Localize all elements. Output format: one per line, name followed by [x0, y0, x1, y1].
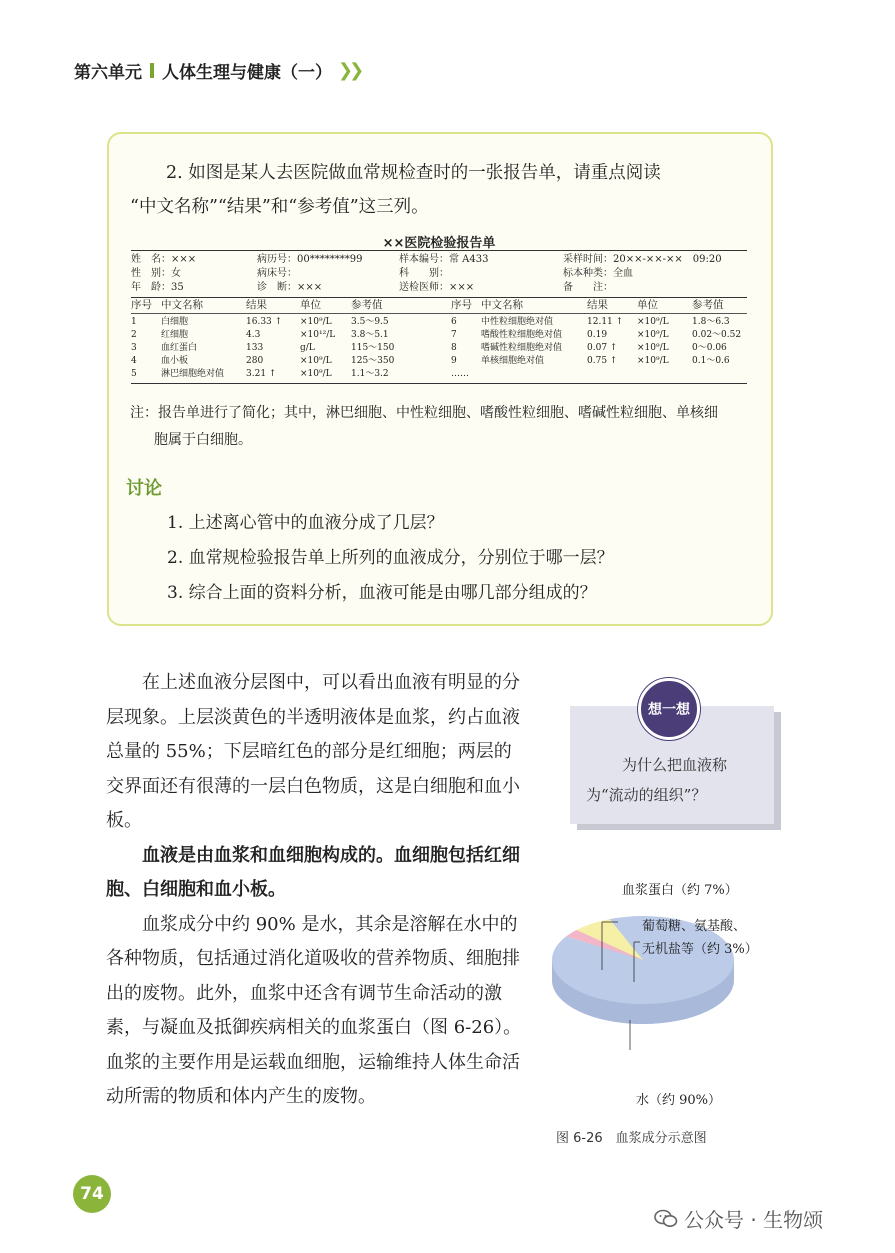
table-cell: 红细胞 — [161, 330, 189, 340]
report-rows — [131, 314, 747, 383]
think-line-2: 为“流动的组织”？ — [586, 786, 707, 804]
table-cell: 9 — [451, 356, 457, 366]
table-cell: 16.33 ↑ — [246, 317, 283, 327]
note-line-1: 注：报告单进行了简化；其中，淋巴细胞、中性粒细胞、嗜酸性粒细胞、嗜碱性粒细胞、单核细 — [130, 405, 718, 421]
table-cell: 280 — [246, 356, 264, 366]
discussion-item: 1. 上述离心管中的血液分成了几层？ — [167, 513, 444, 533]
unit-header — [74, 58, 360, 83]
column-header: 参考值 — [692, 299, 724, 311]
table-cell: g/L — [300, 343, 315, 353]
think-question — [586, 750, 762, 810]
table-cell: 3 — [131, 343, 137, 353]
watermark-label: 公众号 · 生物颂 — [684, 1208, 824, 1232]
column-header: 中文名称 — [481, 299, 523, 311]
report-note — [130, 400, 760, 454]
table-cell: ×10⁹/L — [637, 330, 669, 340]
table-cell: 7 — [451, 330, 457, 340]
meta-cell: 采样时间：20××-××-×× 09:20 — [563, 254, 722, 265]
table-row — [131, 329, 747, 342]
table-cell: 3.8～5.1 — [351, 330, 389, 340]
column-header: 结果 — [587, 299, 608, 311]
question-2 — [130, 156, 756, 224]
activity-box — [107, 132, 773, 626]
pie-label-protein: 血浆蛋白（约 7%） — [622, 883, 738, 898]
table-cell: ×10⁹/L — [637, 343, 669, 353]
table-cell: ×10⁹/L — [637, 356, 669, 366]
table-cell: ×10⁹/L — [300, 369, 332, 379]
table-cell: 5 — [131, 369, 137, 379]
meta-cell: 病历号：00********99 — [257, 254, 363, 265]
meta-cell: 年 龄：35 — [131, 282, 184, 293]
column-header: 结果 — [246, 299, 267, 311]
table-cell: 嗜碱性粒细胞绝对值 — [481, 343, 563, 353]
table-cell: 血小板 — [161, 356, 189, 366]
report-meta — [131, 251, 747, 297]
body-text — [106, 666, 528, 1115]
table-cell: 单核细胞绝对值 — [481, 356, 545, 366]
meta-cell: 科 别： — [399, 268, 449, 279]
table-row — [131, 355, 747, 368]
report-title: ××医院检验报告单 — [382, 236, 496, 251]
header-divider — [150, 63, 154, 78]
table-cell: 4.3 — [246, 330, 261, 340]
meta-cell: 样本编号：常 A433 — [399, 254, 489, 265]
table-cell: 1.8～6.3 — [692, 317, 730, 327]
think-badge: 想一想 — [638, 678, 700, 740]
table-cell: 2 — [131, 330, 137, 340]
pie-label-glucose-2: 无机盐等（约 3%） — [642, 942, 758, 957]
page-number: 74 — [73, 1175, 111, 1213]
discussion-item: 2. 血常规检验报告单上所列的血液成分，分别位于哪一层？ — [167, 548, 614, 568]
paragraph: 在上述血液分层图中，可以看出血液有明显的分层现象。上层淡黄色的半透明液体是血浆，约占血液总量的 55%；下层暗红色的部分是红细胞；两层的交界面还有很薄的一层白色物质，这是白细胞和血小板。 — [106, 672, 520, 831]
table-cell: 0.07 ↑ — [587, 343, 618, 353]
watermark — [654, 1204, 823, 1233]
table-cell: 8 — [451, 343, 457, 353]
unit-label: 第六单元 — [74, 63, 142, 83]
question-2-line-1: 2. 如图是某人去医院做血常规检查时的一张报告单，请重点阅读 — [166, 163, 661, 183]
meta-cell: 病床号： — [257, 268, 297, 279]
question-2-line-2: “中文名称”“结果”和“参考值”这三列。 — [130, 197, 429, 217]
table-cell: 嗜酸性粒细胞绝对值 — [481, 330, 563, 340]
meta-cell: 姓 名：××× — [131, 254, 197, 265]
table-cell: …… — [451, 369, 469, 379]
table-row — [131, 368, 747, 381]
table-cell — [692, 368, 747, 381]
meta-cell: 送检医师：××× — [399, 282, 475, 293]
table-cell: 0～0.06 — [692, 343, 727, 353]
table-cell: 115～150 — [351, 343, 395, 353]
column-header: 参考值 — [351, 299, 383, 311]
column-header: 序号 — [451, 299, 472, 311]
table-cell: ×10⁹/L — [300, 317, 332, 327]
discussion-list — [167, 506, 614, 611]
table-cell: 1 — [131, 317, 137, 327]
wechat-icon — [654, 1209, 678, 1229]
table-cell: 0.19 — [587, 330, 608, 340]
table-cell: 4 — [131, 356, 137, 366]
meta-cell: 性 别：女 — [131, 268, 181, 279]
table-cell: ×10¹²/L — [300, 330, 336, 340]
table-cell: 3.21 ↑ — [246, 369, 277, 379]
table-cell: 12.11 ↑ — [587, 317, 624, 327]
table-cell: 0.02～0.52 — [692, 330, 742, 340]
table-cell: ×10⁹/L — [300, 356, 332, 366]
table-cell: 0.1～0.6 — [692, 356, 730, 366]
table-cell: 白细胞 — [161, 317, 189, 327]
pie-label-glucose-1: 葡萄糖、氨基酸、 — [642, 919, 747, 934]
think-line-1: 为什么把血液称 — [622, 756, 728, 774]
meta-cell: 备 注： — [563, 282, 613, 293]
table-row — [131, 316, 747, 329]
table-cell: 1.1～3.2 — [351, 369, 389, 379]
figure-caption: 图 6-26 血浆成分示意图 — [556, 1131, 707, 1146]
report-header-row — [131, 298, 747, 313]
meta-cell: 标本种类：全血 — [563, 268, 633, 279]
table-cell: 3.5～9.5 — [351, 317, 389, 327]
table-cell: 中性粒细胞绝对值 — [481, 317, 554, 327]
discussion-title: 讨论 — [126, 478, 162, 499]
table-row — [131, 342, 747, 355]
report-bottom-rule — [131, 383, 747, 384]
discussion-item: 3. 综合上面的资料分析，血液可能是由哪几部分组成的？ — [167, 583, 597, 603]
table-cell: ×10⁹/L — [637, 317, 669, 327]
key-paragraph: 血液是由血浆和血细胞构成的。血细胞包括红细胞、白细胞和血小板。 — [106, 844, 520, 900]
table-cell: 血红蛋白 — [161, 343, 198, 353]
table-cell — [481, 368, 587, 381]
table-cell: 0.75 ↑ — [587, 356, 618, 366]
table-cell — [637, 368, 692, 381]
note-line-2: 胞属于白细胞。 — [154, 432, 252, 448]
meta-cell: 诊 断：××× — [257, 282, 323, 293]
unit-title: 人体生理与健康（一） — [162, 63, 332, 83]
think-box — [570, 702, 774, 824]
column-header: 单位 — [300, 299, 321, 311]
paragraph: 血浆成分中约 90% 是水，其余是溶解在水中的各种物质，包括通过消化道吸收的营养物质、细胞排出的废物。此外，血浆中还含有调节生命活动的激素，与凝血及抵御疾病相关的血浆蛋白（图 6-26）。血浆的主要作用是运载血细胞，运输维持人体生命活动所需的物质和体内产生的废物。 — [106, 913, 522, 1107]
column-header: 单位 — [637, 299, 658, 311]
column-header: 序号 — [131, 299, 152, 311]
table-cell: 133 — [246, 343, 264, 353]
table-cell: 125～350 — [351, 356, 395, 366]
table-cell: 6 — [451, 317, 457, 327]
column-header: 中文名称 — [161, 299, 203, 311]
table-cell: 淋巴细胞绝对值 — [161, 369, 225, 379]
table-cell — [587, 368, 637, 381]
chevron-right-icon: ❯❯ — [338, 60, 361, 81]
lab-report — [131, 232, 747, 384]
pie-label-water: 水（约 90%） — [636, 1093, 722, 1108]
